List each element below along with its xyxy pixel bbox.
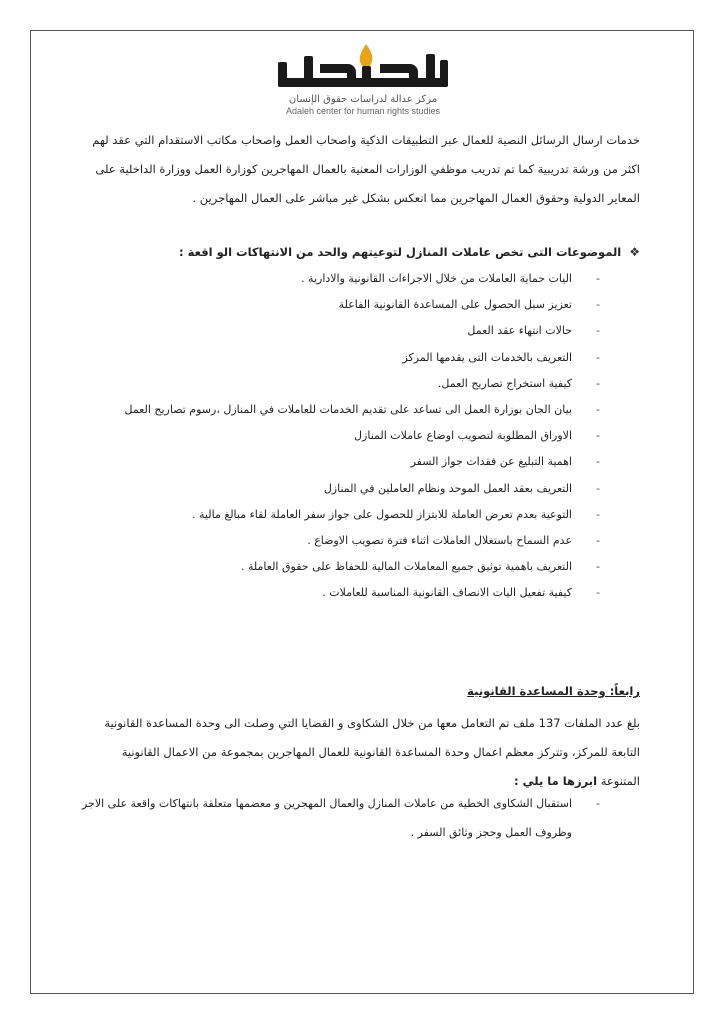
list-item-text: اليات حماية العاملات من خلال الاجراءات القانونية والادارية . — [301, 272, 572, 285]
list-item-text: عدم السماح باستغلال العاملات اثناء فترة تصويب الاوضاع . — [307, 533, 572, 547]
dash-marker: - — [596, 350, 600, 364]
legal-aid-paragraph-text: بلغ عدد الملفات 137 ملف تم التعامل معها من خلال الشكاوى و القضايا التي وصلت الى وحدة المساعدة القانونية التابعة للمركز، وتتركز معظم اعمال وحدة المساعدة القانونية للعمال المهاجرين بمجموعة من الاعمال القانونية المتنوعة — [104, 716, 640, 788]
dash-marker: - — [596, 272, 600, 285]
legal-aid-paragraph-bold: ابرزها ما يلي : — [514, 774, 598, 788]
list-item — [80, 789, 600, 847]
dash-marker: - — [596, 324, 600, 338]
dash-marker: - — [596, 560, 600, 574]
list-item — [100, 371, 600, 397]
adaleh-logo — [268, 42, 458, 122]
topics-heading — [100, 241, 640, 263]
list-item — [100, 423, 600, 449]
list-item — [100, 397, 600, 423]
topics-heading-text: الموضوعات التى تخص عاملات المنازل لتوعيتهم والحد من الانتهاكات الو اقعة : — [179, 245, 622, 259]
list-item — [100, 318, 600, 344]
list-item-text: كيفية تفعيل اليات الانصاف القانونية المناسبة للعاملات . — [322, 586, 572, 600]
legal-aid-section-title: رابعاً: وحدة المساعدة القانونية — [467, 684, 640, 698]
dash-marker: - — [596, 376, 600, 390]
list-item-text: كيفية استخراج تصاريح العمل. — [437, 376, 572, 390]
dash-marker: - — [596, 298, 600, 312]
diamond-bullet-icon: ❖ — [629, 245, 640, 259]
dash-marker: - — [596, 797, 600, 810]
logo-mark-icon — [268, 42, 458, 94]
dash-marker: - — [596, 586, 600, 600]
list-item — [100, 580, 600, 606]
legal-aid-paragraph — [80, 709, 640, 796]
list-item — [100, 502, 600, 528]
list-item — [100, 476, 600, 502]
list-item-text: حالات انتهاء عقد العمل — [467, 324, 572, 338]
list-item — [100, 449, 600, 475]
list-item-text: اهمية التبليغ عن فقدات جواز السفر — [410, 455, 572, 469]
logo-subtitle-arabic: مركز عدالة لدراسات حقوق الإنسان — [288, 94, 438, 105]
dash-marker: - — [596, 402, 600, 416]
dash-marker: - — [596, 481, 600, 495]
list-item-text: التعريف بالخدمات التى يقدمها المركز — [402, 350, 572, 364]
intro-paragraph: خدمات ارسال الرسائل النصية للعمال عبر التطبيقات الذكية واصحاب العمل واصحاب مكاتب الاستقدام التي عقد لهم اكثر من ورشة تدريبية كما تم تدريب موظفي الوزارات المعنية بالعمال المهاجرين كوزارة العمل ووزارة الداخلية على المعاير الدولية وحقوق العمال المهاجرين مما انعكس بشكل غير مباشر على العمال المهاجرين . — [92, 133, 640, 205]
dash-marker: - — [596, 533, 600, 547]
list-item-text: بيان الجان بوزارة العمل الى تساعد على تقديم الخدمات للعاملات في المنازل ،رسوم تصاريح العمل — [124, 402, 572, 416]
list-item-text: استقبال الشكاوى الخطية من عاملات المنازل والعمال المهجرين و معضمها متعلقة بانتهاكات واقعة على الاجر وظروف العمل وحجز وثائق السفر . — [81, 797, 572, 839]
list-item-text: التعريف باهمية توثيق جميع المعاملات المالية للحفاظ على حقوق العاملة . — [241, 560, 572, 574]
list-item-text: تعزيز سبل الحصول على المساعدة القانونية الفاعلة — [338, 298, 572, 312]
dash-marker: - — [596, 507, 600, 521]
dash-marker: - — [596, 455, 600, 469]
logo-subtitle-english: Adaleh center for human rights studies — [285, 106, 441, 116]
list-item-text: التعريف بعقد العمل الموحد ونظام العاملين في المنازل — [323, 481, 572, 495]
legal-aid-list — [80, 789, 600, 847]
topics-list — [100, 266, 600, 606]
list-item — [100, 554, 600, 580]
list-item-text: التوعية بعدم تعرض العاملة للابتزاز للحصول على جواز سفر العاملة لقاء مبالغ مالية . — [192, 507, 572, 521]
dash-marker: - — [596, 429, 600, 443]
list-item-text: الاوراق المطلوبة لتصويب اوضاع عاملات المنازل — [354, 429, 572, 443]
list-item — [100, 528, 600, 554]
list-item — [100, 345, 600, 371]
list-item — [100, 266, 600, 292]
list-item — [100, 292, 600, 318]
